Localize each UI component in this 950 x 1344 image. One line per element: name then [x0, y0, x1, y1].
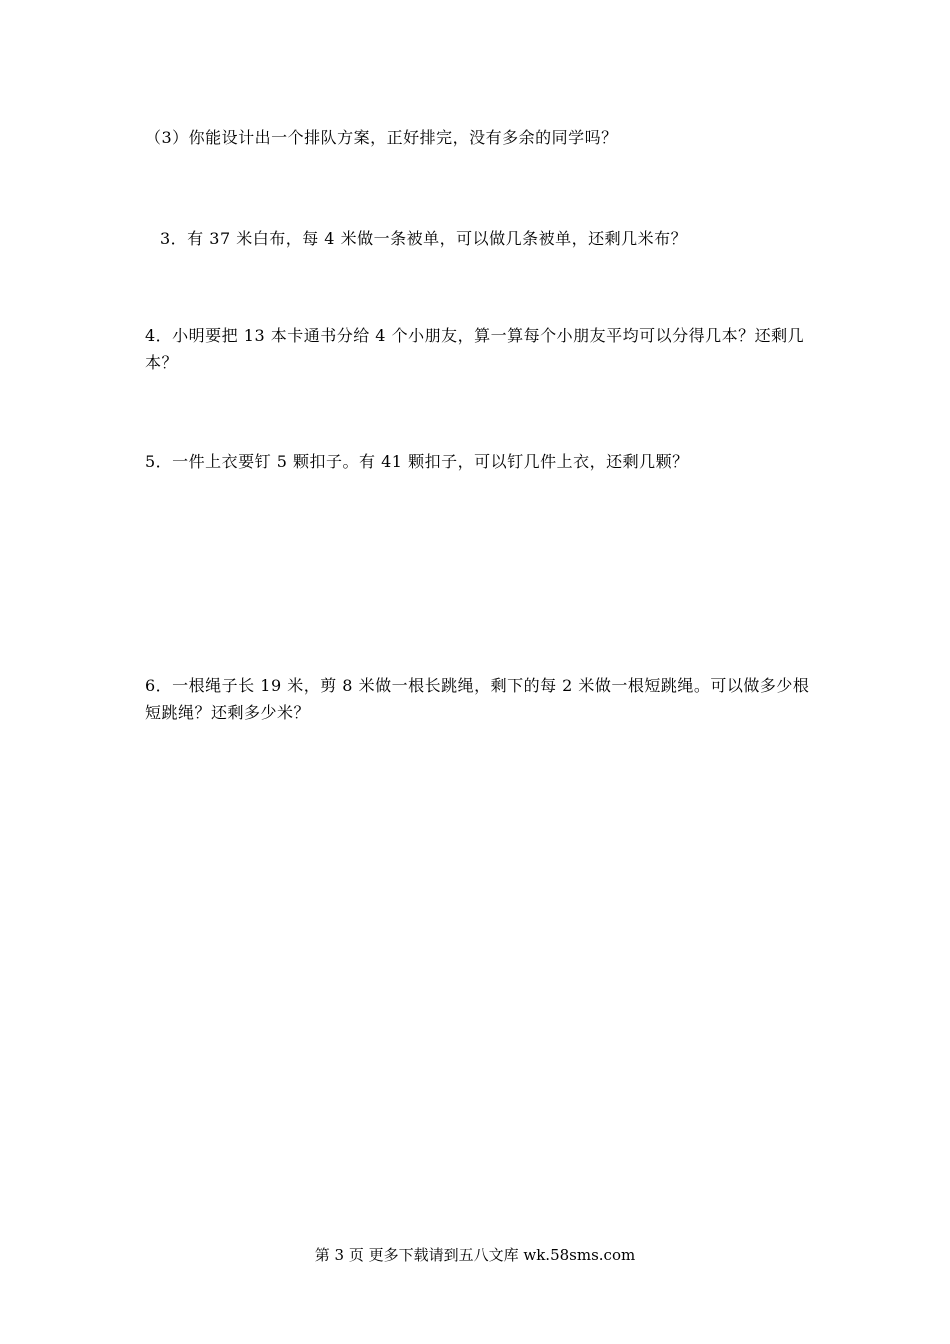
- page-footer: 第 3 页 更多下载请到五八文库 wk.58sms.com: [314, 1246, 636, 1264]
- question-4: 4．小明要把 13 本卡通书分给 4 个小朋友，算一算每个小朋友平均可以分得几本？还剩几本？: [145, 326, 805, 372]
- question-3: 3．有 37 米白布，每 4 米做一条被单，可以做几条被单，还剩几米布？: [160, 229, 688, 248]
- question-3-sub-3: （3）你能设计出一个排队方案，正好排完，没有多余的同学吗？: [145, 128, 618, 147]
- question-5: 5．一件上衣要钉 5 颗扣子。有 41 颗扣子，可以钉几件上衣，还剩几颗？: [145, 452, 689, 471]
- question-6: 6．一根绳子长 19 米，剪 8 米做一根长跳绳，剩下的每 2 米做一根短跳绳。可以做多少根短跳绳？还剩多少米？: [145, 676, 810, 722]
